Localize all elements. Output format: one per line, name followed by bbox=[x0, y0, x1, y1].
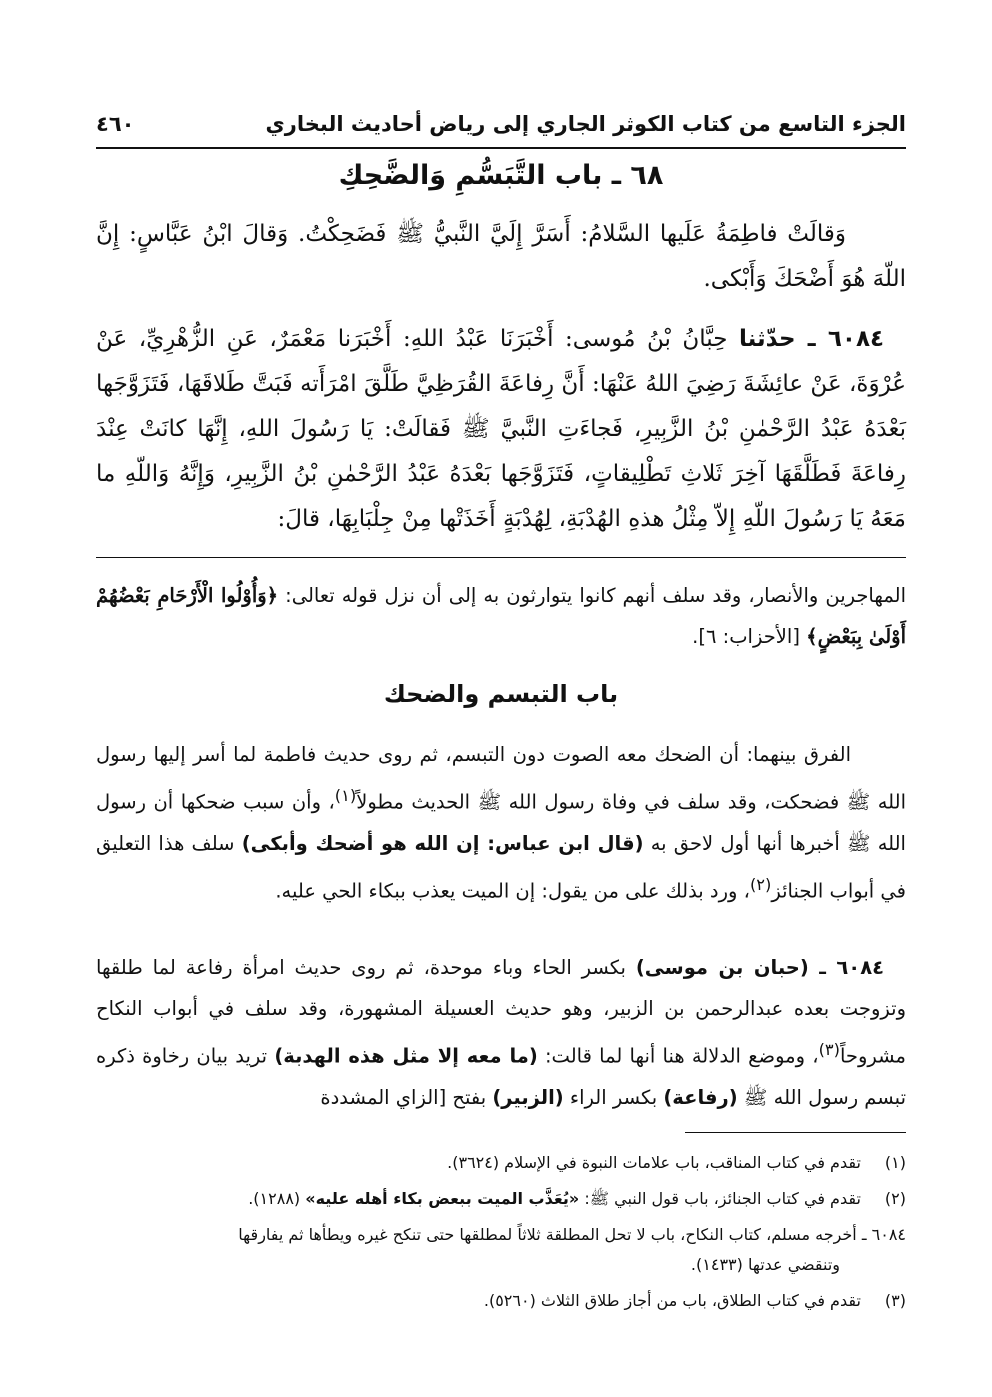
hadith-text bbox=[96, 317, 906, 542]
chapter-title: ٦٨ ـ باب التَّبَسُّمِ وَالضَّحِكِ bbox=[338, 160, 664, 191]
quoted-text: (قال ابن عباس: إن الله هو أضحك وأبكى) bbox=[241, 831, 644, 855]
quran-verse: ﴿وَأُوْلُوا الْأَرْحَامِ بَعْضُهُمْ أَوْلَىٰ بِبَعْضٍ﴾ bbox=[96, 584, 906, 648]
commentary-text: سلف هذا التعليق في أبواب الجنائز bbox=[96, 831, 906, 902]
commentary-text: تريد بيان رخاوة ذكره تبسم رسول الله ﷺ bbox=[96, 1044, 906, 1109]
commentary-text: بكسر الحاء وباء موحدة، ثم روى حديث امرأة رفاعة لما طلقها وتزوجت بعده عبدالرحمن بن الزبير، وهو حديث العسيلة المشهورة، وقد سلف في أبواب النكاح مشروحاً bbox=[96, 956, 906, 1068]
footnote-1 bbox=[96, 1148, 906, 1178]
footnote-3 bbox=[96, 1286, 906, 1316]
footnote-number: (٣) bbox=[884, 1291, 906, 1310]
commentary-paragraph-2 bbox=[96, 947, 906, 1118]
footnote-ref-1[interactable]: (١) bbox=[334, 786, 357, 805]
hadith-number: ٦٠٨٤ ـ حدّثنا bbox=[739, 326, 885, 352]
footnotes bbox=[96, 1148, 906, 1322]
footnote-text: تقدم في كتاب الجنائز، باب قول النبي ﷺ: bbox=[584, 1189, 861, 1208]
footnote-text: تقدم في كتاب الطلاق، باب من أجاز طلاق الثلاث (٥٢٦٠). bbox=[483, 1291, 861, 1310]
commentary-divider bbox=[96, 557, 906, 558]
quoted-text: (رفاعة) bbox=[663, 1085, 738, 1109]
footnotes-divider bbox=[685, 1132, 906, 1133]
page-number: ٤٦٠ bbox=[96, 112, 135, 136]
commentary-text: بفتح [الزاي المشددة bbox=[320, 1085, 487, 1109]
commentary-cont-text: المهاجرين والأنصار، وقد سلف أنهم كانوا يتوارثون به إلى أن نزل قوله تعالى: bbox=[285, 584, 906, 607]
footnote-text: (١٢٨٨). bbox=[248, 1189, 301, 1208]
header-divider bbox=[96, 147, 906, 149]
commentary-hadith-number: ٦٠٨٤ ـ (حبان بن موسى) bbox=[635, 956, 884, 979]
footnote-ref-3[interactable]: (٣) bbox=[818, 1040, 840, 1059]
footnote-hadith bbox=[96, 1220, 906, 1280]
footnote-quote: «يُعَذَّب الميت ببعض بكاء أهله عليه» bbox=[305, 1189, 580, 1208]
page-header bbox=[96, 104, 906, 144]
footnote-number: ٦٠٨٤ ـ bbox=[861, 1225, 906, 1244]
commentary-paragraph-1 bbox=[96, 734, 906, 911]
hadith-intro: وَقالَتْ فاطِمَةُ عَلَيها السَّلامُ: أَسَرَّ إِلَيَّ النَّبيُّ ﷺ فَضَحِكْتُ. وَقالَ ابْنُ عَبَّاسٍ: إِنَّ اللّهَ هُوَ أَضْحَكَ وَأَبْكى. bbox=[96, 221, 906, 292]
commentary-text: الفرق بينهما: أن الضحك معه الصوت دون التبسم، ثم روى حديث فاطمة لما أسر إليها رسول الله ﷺ فضحكت، وقد سلف في وفاة رسول الله ﷺ الحديث مطولاً bbox=[96, 743, 906, 814]
commentary-text: بكسر الراء bbox=[569, 1085, 658, 1109]
commentary-continuation bbox=[96, 575, 906, 657]
quoted-text: (ما معه إلا مثل هذه الهدبة) bbox=[274, 1044, 538, 1068]
footnote-text: تقدم في كتاب المناقب، باب علامات النبوة في الإسلام (٣٦٢٤). bbox=[447, 1153, 861, 1172]
footnote-text: وتنقضي عدتها (١٤٣٣). bbox=[690, 1255, 840, 1274]
footnote-number: (١) bbox=[884, 1153, 906, 1172]
footnote-text: أخرجه مسلم، كتاب النكاح، باب لا تحل المطلقة ثلاثاً لمطلقها حتى تنكح غيره ويطأها ثم يفارقها bbox=[238, 1225, 857, 1244]
hadith-body: حِبَّانُ بْنُ مُوسى: أَخْبَرَنَا عَبْدُ اللهِ: أَخْبَرَنا مَعْمَرٌ، عَنِ الزُّهْرِيِّ، عَنْ عُرْوَةَ، عَنْ عائِشَةَ رَضِيَ اللهُ عَنْهَا: أَنَّ رِفاعَةَ القُرَظِيَّ طَلَّقَ امْرَأَته فَبَتَّ طَلاقَهَا، فَتَزَوَّجَها بَعْدَهُ عَبْدُ الرَّحْمٰنِ بْنُ الزَّبِيرِ، فَجاءَتِ النَّبيَّ ﷺ فَقالَتْ: يَا رَسُولَ اللهِ، إِنَّهَا كانَتْ عِنْدَ رِفاعَةَ فَطَلَّقَهَا آخِرَ ثَلاثِ تَطْلِيقاتٍ، فَتَزَوَّجَها بَعْدَهُ عَبْدُ الرَّحْمٰنِ بْنُ الزَّبِيرِ، وَإِنَّهُ وَاللّهِ ما مَعَهُ يَا رَسُولَ اللّهِ إِلاّ مِثْلُ هذهِ الهُدْبَةِ، لِهُدْبَةٍ أَخَذَتْها مِنْ جِلْبَابِهَا، قالَ: bbox=[96, 326, 906, 532]
section-title: باب التبسم والضحك bbox=[383, 680, 619, 708]
footnote-2 bbox=[96, 1184, 906, 1214]
commentary-text: ، وأن سبب ضحكها أن رسول الله ﷺ أخبرها أنها أول لاحق به bbox=[96, 790, 906, 855]
footnote-number: (٢) bbox=[884, 1189, 906, 1208]
quoted-text: (الزبير) bbox=[492, 1085, 564, 1109]
commentary-text: ، وموضع الدلالة هنا أنها لما قالت: bbox=[544, 1044, 819, 1068]
footnote-ref-2[interactable]: (٢) bbox=[749, 874, 772, 894]
book-title: الجزء التاسع من كتاب الكوثر الجاري إلى رياض أحاديث البخاري bbox=[265, 112, 906, 136]
commentary-text: ، ورد بذلك على من يقول: إن الميت يعذب ببكاء الحي عليه. bbox=[275, 879, 750, 902]
verse-reference: [الأحزاب: ٦]. bbox=[692, 625, 800, 648]
